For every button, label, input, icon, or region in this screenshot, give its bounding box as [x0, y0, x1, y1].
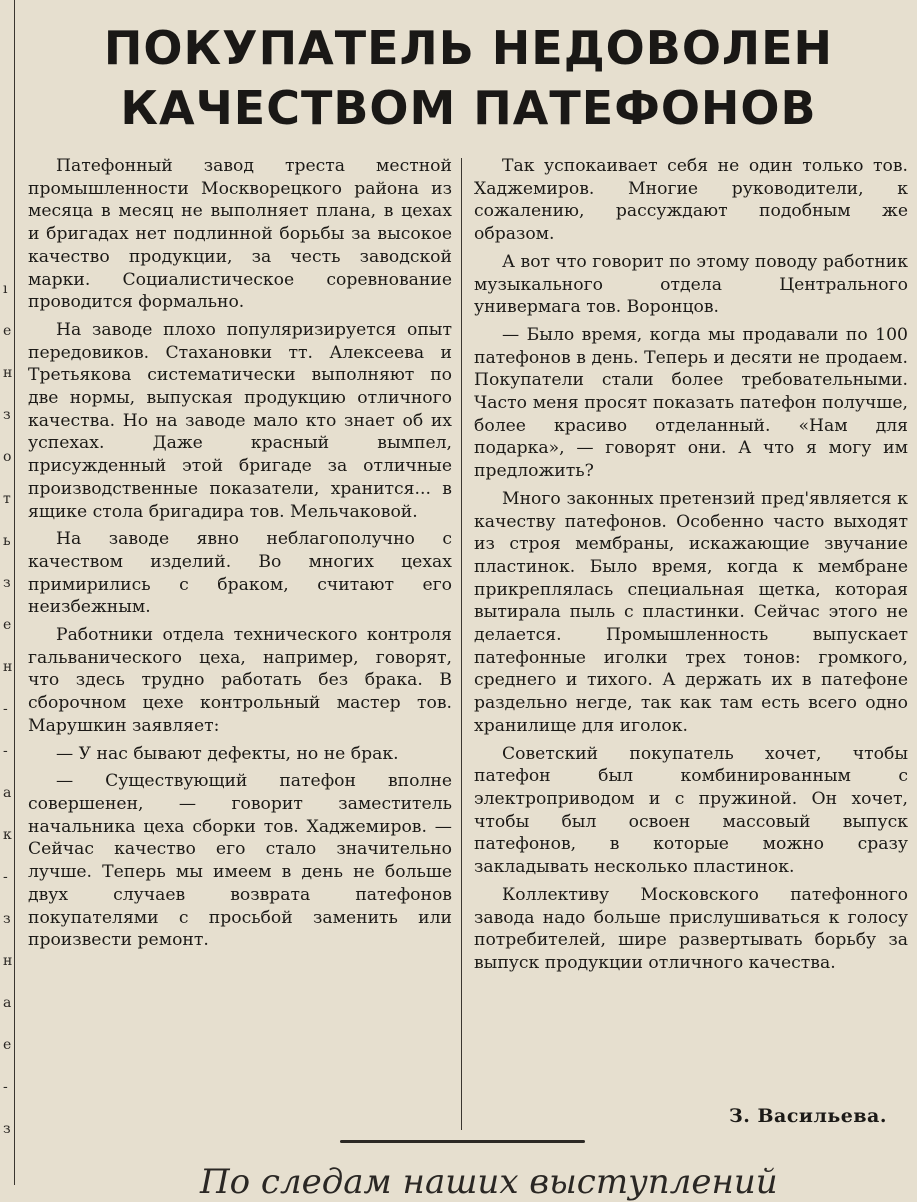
article-end-rule [340, 1140, 585, 1143]
paragraph: — Существующий патефон вполне совершенен, — говорит заместитель начальника цеха сборки тов. Хаджемиров. — Сейчас качество его стало значительно лучше. Теперь мы имеем в день не больше двух случаев возврата патефонов покупателями с просьбой заменить или произвести ремонт. [28, 771, 452, 951]
adjacent-column-fragment: ь [3, 533, 11, 549]
paragraph: Советский покупатель хочет, чтобы патефон был комбинированным с электроприводом и с пружиной. Он хочет, чтобы был освоен массовый выпуск патефонов, в которые можно сразу закладывать несколько пластинок. [474, 743, 908, 878]
paragraph: На заводе плохо популяризируется опыт передовиков. Стахановки тт. Алексеева и Третьякова систематически выполняют по две нормы, выпуская продукцию отличного качества. Но на заводе мало кто знает об их успехах. Даже красный вымпел, присужденный этой бригаде за отличные производственные показатели, хранится... в ящике стола бригадира тов. Мельчаковой. [28, 319, 452, 522]
adjacent-column-fragment: - [3, 701, 8, 717]
paragraph: Так успокаивает себя не один только тов. Хаджемиров. Многие руководители, к сожалению, рассуждают подобным же образом. [474, 156, 908, 245]
adjacent-column-fragment: а [3, 995, 12, 1011]
paragraph: — Было время, когда мы продавали по 100 патефонов в день. Теперь и десяти не продаем. Покупатели стали более требовательными. Часто меня просят показать патефон получше, более красиво отделанный. «Нам для подарка», — говорят они. А что я могу им предложить? [474, 324, 908, 482]
adjacent-column-fragment: т [3, 491, 11, 507]
author-signature: З. Васильева. [729, 1105, 887, 1127]
adjacent-column-fragment: н [3, 365, 13, 381]
adjacent-column-fragment: е [3, 617, 12, 633]
paragraph: Много законных претензий пред'является к качеству патефонов. Особенно часто выходят из строя мембраны, искажающие звучание пластинок. Было время, когда к мембране прикреплялась специальная щетка, которая вытирала пыль с пластинки. Сейчас этого не делается. Промышленность выпускает патефонные иголки трех тонов: громкого, среднего и тихого. А держать их в патефоне раздельно негде, так как там есть всего одно хранилище для иголок. [474, 488, 908, 736]
adjacent-column-fragment: к [3, 827, 12, 843]
paragraph: На заводе явно неблагополучно с качеством изделий. Во многих цехах примирились с браком, считают его неизбежным. [28, 529, 452, 618]
adjacent-column-fragment: з [3, 1121, 11, 1137]
adjacent-column-fragment: - [3, 743, 8, 759]
headline-line-2: КАЧЕСТВОМ ПАТЕФОНОВ [120, 81, 817, 135]
adjacent-column-fragment: з [3, 575, 11, 591]
paragraph: — У нас бывают дефекты, но не брак. [56, 743, 399, 764]
paragraph: Коллективу Московского патефонного завода надо больше прислушиваться к голосу потребителей, шире развертывать борьбу за выпуск продукции отличного качества. [474, 884, 908, 973]
adjacent-column-fragment: з [3, 911, 11, 927]
adjacent-column-fragment: з [3, 407, 11, 423]
adjacent-column-fragment: о [3, 449, 12, 465]
article-column-right [474, 155, 908, 975]
adjacent-column-fragment: а [3, 785, 12, 801]
adjacent-column-fragment: - [3, 1079, 8, 1095]
headline-line-1: ПОКУПАТЕЛЬ НЕДОВОЛЕН [103, 21, 834, 75]
adjacent-column-fragment: е [3, 1037, 12, 1053]
paragraph: А вот что говорит по этому поводу работник музыкального отдела Центрального универмага тов. Воронцов. [474, 251, 908, 318]
adjacent-column-fragment: е [3, 323, 12, 339]
next-article-heading: По следам наших выступлений [200, 1162, 778, 1202]
adjacent-column-fragment: - [3, 869, 8, 885]
article-column-left [28, 155, 452, 952]
adjacent-column-margin [0, 0, 15, 1185]
column-divider [461, 158, 462, 1130]
paragraph: Патефонный завод треста местной промышленности Москворецкого района из месяца в месяц не выполняет плана, в цехах и бригадах нет подлинной борьбы за высокое качество продукции, за честь заводской марки. Социалистическое соревнование проводится формально. [28, 156, 452, 313]
adjacent-column-fragment: н [3, 659, 13, 675]
article-headline [30, 18, 907, 138]
paragraph: Работники отдела технического контроля гальванического цеха, например, говорят, что здесь трудно работать без брака. В сборочном цехе контрольный мастер тов. Марушкин заявляет: [28, 625, 452, 736]
adjacent-column-fragment: н [3, 953, 13, 969]
adjacent-column-fragment: ı [3, 281, 8, 297]
